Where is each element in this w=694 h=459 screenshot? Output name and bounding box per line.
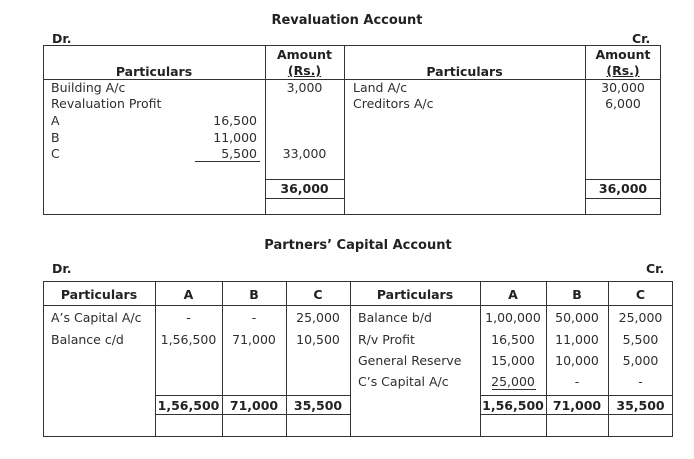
cap-right-a-underline: [492, 389, 536, 390]
cap-right-b: 11,000: [555, 332, 599, 347]
cap-header-a-left: A: [183, 287, 194, 302]
rev-total-top-right: [585, 179, 661, 180]
cap-total-bottom-right: [480, 414, 673, 415]
rev-left-row-label: Building A/c: [51, 80, 126, 95]
cap-total-top-right: [480, 395, 673, 396]
cap-total-top-left: [155, 395, 350, 396]
cap-header-c-right: C: [635, 287, 646, 302]
cap-total-right-c: 35,500: [616, 398, 665, 413]
rev-total-bottom-left: [265, 198, 344, 199]
rev-split-value: 5,500: [221, 146, 257, 161]
cap-right-c: 5,500: [622, 332, 659, 347]
cap-left-a: 1,56,500: [160, 332, 217, 347]
cap-total-left-b: 71,000: [229, 398, 279, 413]
rev-header-rs-right: (Rs.): [606, 63, 640, 78]
rev-split-value: 11,000: [213, 130, 257, 145]
cap-right-label: R/v Profit: [358, 332, 415, 347]
rev-header-amount-right: Amount: [595, 47, 651, 62]
cap-right-a: 25,000: [491, 374, 535, 389]
cap-left-label: A’s Capital A/c: [51, 310, 142, 325]
rev-split-partner: A: [51, 113, 60, 128]
rev-header-line: [43, 79, 661, 80]
cap-total-left-a: 1,56,500: [157, 398, 220, 413]
rev-total-right: 36,000: [598, 181, 648, 196]
revaluation-title: Revaluation Account: [271, 13, 423, 28]
rev-header-particulars-left: Particulars: [115, 64, 193, 79]
rev-total-top-left: [265, 179, 344, 180]
rev-left-row-label: Revaluation Profit: [51, 96, 162, 111]
rev-total-left: 36,000: [280, 181, 329, 196]
rev-split-partner: B: [51, 130, 60, 145]
cap-header-line: [43, 305, 673, 306]
cap-right-a: 16,500: [491, 332, 535, 347]
revaluation-dr-label: Dr.: [52, 31, 72, 46]
rev-header-amount-left: Amount: [276, 47, 333, 62]
cap-right-a: 15,000: [491, 353, 535, 368]
cap-header-particulars-right: Particulars: [376, 287, 454, 302]
cap-left-b: -: [251, 310, 257, 325]
cap-left-c: 10,500: [296, 332, 340, 347]
cap-right-b: 10,000: [555, 353, 599, 368]
rev-total-bottom-right: [585, 198, 661, 199]
capital-title: Partners’ Capital Account: [264, 238, 452, 253]
cap-right-b: -: [574, 374, 580, 389]
cap-header-particulars-left: Particulars: [60, 287, 138, 302]
cap-total-right-b: 71,000: [552, 398, 602, 413]
cap-header-b-left: B: [249, 287, 259, 302]
cap-right-label: General Reserve: [358, 353, 462, 368]
cap-total-left-c: 35,500: [293, 398, 343, 413]
cap-left-a: -: [186, 310, 191, 325]
rev-right-row-amount: 30,000: [601, 80, 645, 95]
cap-left-label: Balance c/d: [51, 332, 124, 347]
cap-total-bottom-left: [155, 414, 350, 415]
rev-left-row-amount: 3,000: [286, 80, 323, 95]
cap-total-right-a: 1,56,500: [482, 398, 544, 413]
capital-dr-label: Dr.: [52, 261, 72, 276]
rev-right-row-amount: 6,000: [605, 96, 641, 111]
rev-right-row-label: Land A/c: [353, 80, 408, 95]
rev-split-partner: C: [51, 146, 60, 161]
cap-right-label: C’s Capital A/c: [358, 374, 449, 389]
cap-header-b-right: B: [572, 287, 582, 302]
cap-header-c-left: C: [313, 287, 323, 302]
rev-split-value: 16,500: [213, 113, 257, 128]
cap-right-c: 25,000: [618, 310, 663, 325]
rev-header-particulars-right: Particulars: [426, 64, 503, 79]
rev-header-rs-left: (Rs.): [287, 63, 322, 78]
rev-right-row-label: Creditors A/c: [353, 96, 434, 111]
cap-header-a-right: A: [508, 287, 518, 302]
capital-cr-label: Cr.: [646, 261, 665, 276]
revaluation-cr-label: Cr.: [632, 31, 651, 46]
cap-right-label: Balance b/d: [358, 310, 432, 325]
cap-right-c: -: [638, 374, 643, 389]
cap-right-b: 50,000: [555, 310, 599, 325]
cap-left-b: 71,000: [232, 332, 276, 347]
rev-split-underline: [195, 161, 260, 162]
cap-left-c: 25,000: [296, 310, 340, 325]
cap-right-c: 5,000: [622, 353, 659, 368]
rev-profit-total: 33,000: [282, 146, 327, 161]
cap-right-a: 1,00,000: [485, 310, 541, 325]
